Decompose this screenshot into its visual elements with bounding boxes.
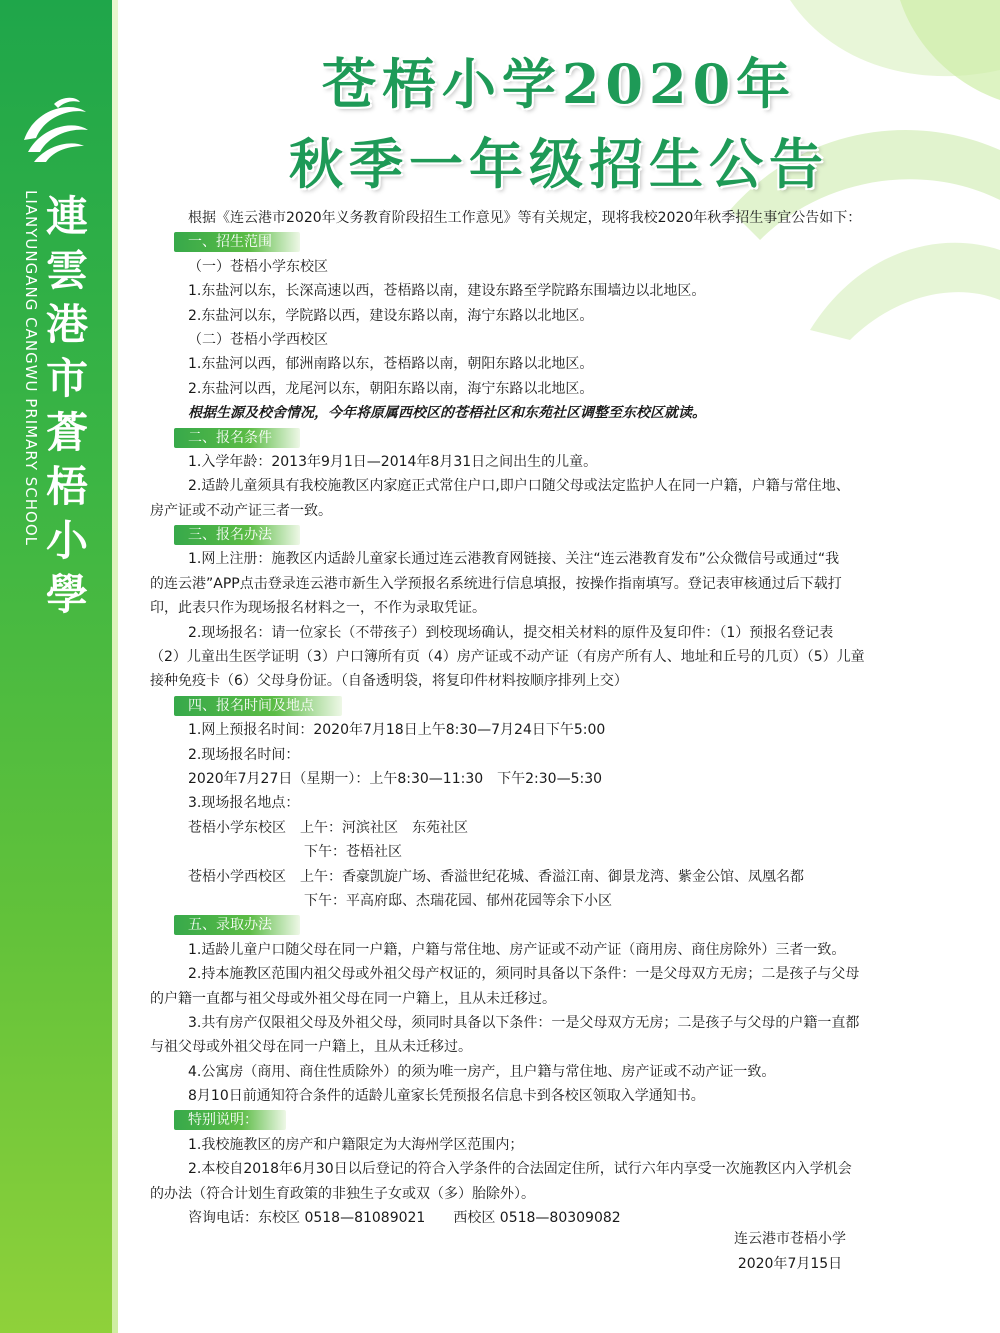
school-logo-icon <box>14 90 94 170</box>
section-6-heading: 特别说明： <box>174 1110 286 1130</box>
paragraph-line: 房产证或不动产证三者一致。 <box>150 502 332 519</box>
paragraph-line: 下午：苍梧社区 <box>304 844 402 861</box>
section-heading <box>150 523 930 547</box>
school-name-char: 蒼 <box>45 408 88 457</box>
paragraph-line: 与祖父母或外祖父母在同一户籍上，且从未迁移过。 <box>150 1039 472 1056</box>
title-line-1: 苍梧小学2020年 <box>321 52 797 116</box>
paragraph-line: 2.东盐河以西，龙尾河以东，朝阳东路以南，海宁东路以北地区。 <box>188 380 594 397</box>
paragraph-line: 1.适龄儿童户口随父母在同一户籍，户籍与常住地、房产证或不动产证（商用房、商住房除外）三者一致。 <box>188 941 846 958</box>
left-green-band <box>0 0 112 1333</box>
section-heading <box>150 1108 930 1132</box>
paragraph-line: 印，此表只作为现场报名材料之一，不作为录取凭证。 <box>150 600 486 617</box>
paragraph-line: 2.东盐河以东，学院路以西，建设东路以南，海宁东路以北地区。 <box>188 307 594 324</box>
paragraph-line: 2.适龄儿童须具有我校施教区内家庭正式常住户口,即户口随父母或法定监护人在同一户籍，户籍与常住地、 <box>188 478 850 495</box>
section-heading <box>150 694 930 718</box>
school-name-char: 梧 <box>45 462 88 511</box>
paragraph-line: 2.现场报名：请一位家长（不带孩子）到校现场确认，提交相关材料的原件及复印件：（1）预报名登记表 <box>188 624 834 641</box>
paragraph-line: 1.东盐河以东，长深高速以西，苍梧路以南，建设东路至学院路东围墙边以北地区。 <box>188 283 706 300</box>
paragraph-line: 的办法（符合计划生育政策的非独生子女或双（多）胎除外）。 <box>150 1185 535 1202</box>
school-name-char: 雲 <box>45 246 88 295</box>
paragraph-line: （二）苍梧小学西校区 <box>188 331 328 348</box>
section-heading <box>150 230 930 254</box>
paragraph-line: （一）苍梧小学东校区 <box>188 258 328 275</box>
paragraph-line: 苍梧小学东校区 上午：河滨社区 东苑社区 <box>188 819 468 836</box>
paragraph-line: 2.持本施教区范围内祖父母或外祖父母产权证的，须同时具备以下条件：一是父母双方无房；二是孩子与父母 <box>188 966 860 983</box>
section-5-heading: 五、录取办法 <box>174 915 300 935</box>
paragraph-line: 3.现场报名地点： <box>188 795 300 812</box>
signature-date: 2020年7月15日 <box>737 1256 843 1272</box>
paragraph-line: 的户籍一直都与祖父母或外祖父母在同一户籍上，且从未迁移过。 <box>150 990 556 1007</box>
paragraph-line: 3.共有房产仅限祖父母及外祖父母，须同时具备以下条件：一是父母双方无房；二是孩子与父母的户籍一直都 <box>188 1014 860 1031</box>
paragraph-line: 下午：平高府邸、杰瑞花园、郁州花园等余下小区 <box>304 892 612 909</box>
paragraph-line: （2）儿童出生医学证明（3）户口簿所有页（4）房产证或不动产证（有房产所有人、地址和丘号的几页）（5）儿童 <box>150 649 865 666</box>
signature-org: 连云港市苍梧小学 <box>734 1231 846 1247</box>
section-heading <box>150 426 930 450</box>
band-stripe <box>112 0 118 1333</box>
paragraph-line: 1.东盐河以西，郁洲南路以东，苍梧路以南，朝阳东路以北地区。 <box>188 356 594 373</box>
section-2-heading: 二、报名条件 <box>174 428 300 448</box>
school-name-char: 小 <box>45 516 88 565</box>
paragraph-line: 接种免疫卡（6）父母身份证。（自备透明袋，将复印件材料按顺序排列上交） <box>150 673 628 690</box>
section-1-heading: 一、招生范围 <box>174 232 300 252</box>
title-line-2: 秋季一年级招生公告 <box>289 132 829 196</box>
paragraph-line: 1.我校施教区的房产和户籍限定为大海州学区范围内； <box>188 1136 524 1153</box>
paragraph-line: 8月10日前通知符合条件的适龄儿童家长凭预报名信息卡到各校区领取入学通知书。 <box>188 1088 705 1105</box>
school-name-char: 港 <box>45 300 88 349</box>
paragraph-line: 1.网上注册：施教区内适龄儿童家长通过连云港教育网链接、关注“连云港教育发布”公众微信号或通过“我 <box>188 551 840 568</box>
paragraph-line: 2.现场报名时间： <box>188 746 300 763</box>
paragraph-line: 的连云港”APP点击登录连云港市新生入学预报名系统进行信息填报，按操作指南填写。登记表审核通过后下载打 <box>150 575 842 592</box>
paragraph-line: 苍梧小学西校区 上午：香豪凯旋广场、香溢世纪花城、香溢江南、御景龙湾、紫金公馆、凤凰名都 <box>188 868 804 885</box>
section-3-heading: 三、报名办法 <box>174 525 300 545</box>
section-heading <box>150 913 930 937</box>
intro-text: 根据《连云港市2020年义务教育阶段招生工作意见》等有关规定，现将我校2020年秋季招生事宜公告如下： <box>188 210 862 226</box>
section-4-heading: 四、报名时间及地点 <box>174 696 342 716</box>
school-name-char: 市 <box>45 354 88 403</box>
notice-body <box>150 206 930 1230</box>
school-name-english: LIANYUNGANG CANGWU PRIMARY SCHOOL <box>22 190 40 547</box>
school-name-char: 連 <box>45 192 88 241</box>
school-name-char: 學 <box>45 570 88 619</box>
adjustment-note: 根据生源及校舍情况，今年将原属西校区的苍梧社区和东苑社区调整至东校区就读。 <box>188 405 706 422</box>
paragraph-line: 1.网上预报名时间：2020年7月18日上午8:30—7月24日下午5:00 <box>188 722 606 739</box>
paragraph-line: 2.本校自2018年6月30日以后登记的符合入学条件的合法固定住所，试行六年内享受一次施教区内入学机会 <box>188 1161 852 1178</box>
paragraph-line: 1.入学年龄：2013年9月1日—2014年8月31日之间出生的儿童。 <box>188 453 598 470</box>
paragraph-line: 2020年7月27日（星期一）：上午8:30—11:30 下午2:30—5:30 <box>188 770 603 787</box>
school-name-chinese <box>42 190 92 622</box>
contact-phones: 咨询电话：东校区 0518—81089021 西校区 0518—80309082 <box>188 1210 621 1227</box>
paragraph-line: 4.公寓房（商用、商住性质除外）的须为唯一房产，且户籍与常住地、房产证或不动产证一致。 <box>188 1063 776 1080</box>
